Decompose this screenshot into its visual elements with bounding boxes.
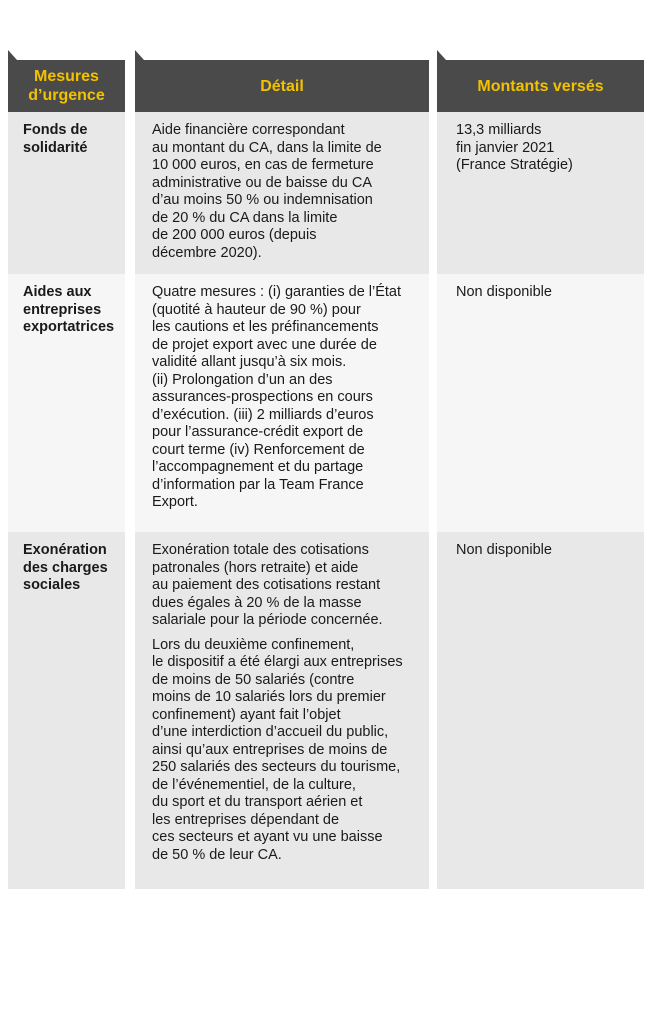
header-amounts xyxy=(437,60,644,112)
row-3-detail xyxy=(135,532,429,889)
amount-value: 13,3 milliards fin janvier 2021 (France Stratégie) xyxy=(456,122,573,173)
header-amounts-label: Montants versés xyxy=(477,77,604,95)
row-2-detail xyxy=(135,274,429,532)
amount-value: Non disponible xyxy=(456,542,552,558)
row-3-measure xyxy=(8,532,125,889)
measure-label: Fonds de solidarité xyxy=(23,122,88,156)
header-detail xyxy=(135,60,429,112)
row-1-measure xyxy=(8,112,125,274)
measure-label: Aides aux entreprises exportatrices xyxy=(23,284,115,335)
measure-label: Exonération des charges sociales xyxy=(23,542,108,593)
detail-paragraph: Quatre mesures : (i) garanties de l’État (quotité à hauteur de 90 %) pour les cautions et les préfinancements de projet export avec une durée de validité allant jusqu’à six mois. (ii) Prolongation d’un an des assurances-prospections en cours d’exécution. (iii) 2 milliards d’euros pour l’assurance-crédit export de court terme (iv) Renforcement de l’accompagnement et du partage d’information par la Team France Export. xyxy=(152,284,402,510)
header-detail-label: Détail xyxy=(260,77,304,95)
header-measures-label: Mesures d’urgence xyxy=(28,68,105,104)
row-3-amount xyxy=(437,532,644,889)
detail-paragraph: Aide financière correspondant au montant du CA, dans la limite de 10 000 euros, en cas de fermeture administrative ou de baisse du CA d’au moins 50 % ou indemnisation de 20 % du CA dans la limite de 200 000 euros (depuis décembre 2020). xyxy=(152,122,382,261)
amount-value: Non disponible xyxy=(456,284,552,300)
row-1-detail xyxy=(135,112,429,274)
row-1-amount xyxy=(437,112,644,274)
row-2-measure xyxy=(8,274,125,532)
detail-paragraph: Lors du deuxième confinement, le dispositif a été élargi aux entreprises de moins de 50 salariés (contre moins de 10 salariés lors du premier confinement) ayant fait l’objet d’une interdiction d’accueil du public, ainsi qu’aux entreprises de moins de 250 salariés des secteurs du tourisme, de l’événementiel, de la culture, du sport et du transport aérien et les entreprises dépendant de ces secteurs et ayant vu une baisse de 50 % de leur CA. xyxy=(152,636,403,863)
detail-paragraph: Exonération totale des cotisations patronales (hors retraite) et aide au paiement des cotisations restant dues égales à 20 % de la masse salariale pour la période concernée. xyxy=(152,542,383,628)
header-measures xyxy=(8,60,125,112)
row-2-amount xyxy=(437,274,644,532)
